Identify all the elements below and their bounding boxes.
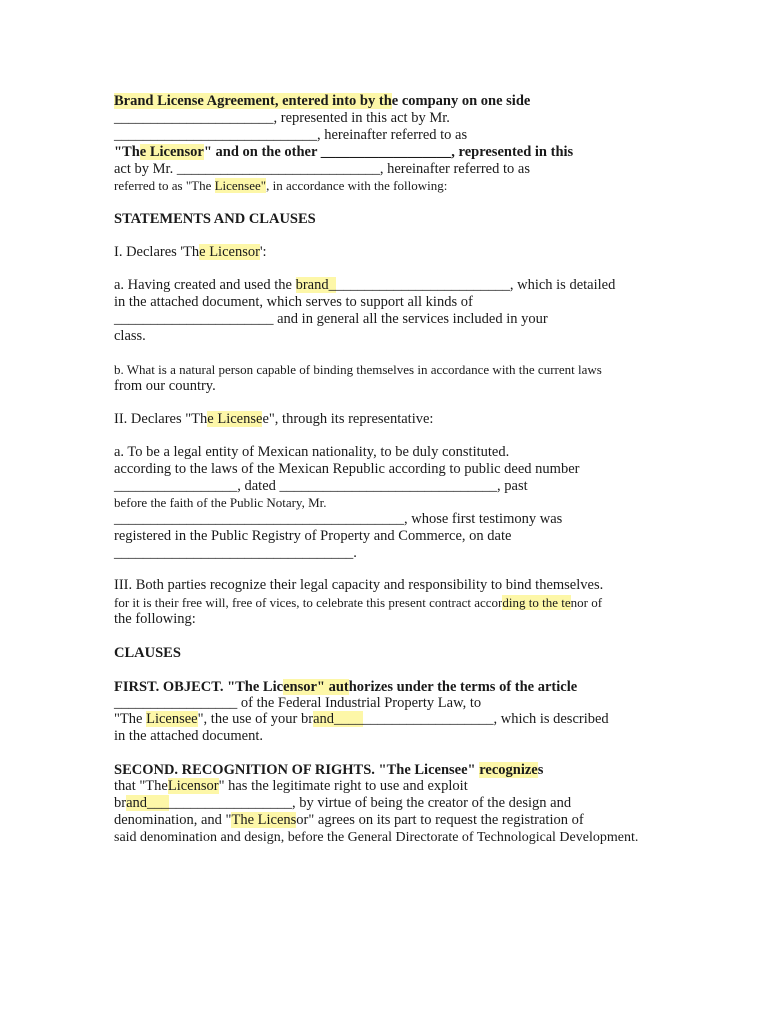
item-a1-line-1: a. Having created and used the brand_________________________, which is detailed [114, 277, 616, 293]
item-a1-line-2: in the attached document, which serves to support all kinds of [114, 294, 473, 310]
second-clause-line-4: denomination, and "The Licensor" agrees on its part to request the registration of [114, 812, 584, 828]
declares-licensor: I. Declares 'The Licensor': [114, 244, 267, 260]
clauses-heading: CLAUSES [114, 645, 181, 661]
item-iii-line-2: for it is their free will, free of vices, to celebrate this present contract according to the tenor of [114, 595, 603, 610]
item-a1-line-4: class. [114, 328, 146, 344]
intro-line-6: referred to as "The Licensee", in accordance with the following: [114, 178, 448, 193]
first-clause-line-3: "The Licensee", the use of your brand______________________, which is described [114, 711, 609, 727]
item-a1-line-3: ______________________ and in general all the services included in your [114, 311, 548, 327]
intro-line-3: ____________________________, hereinafter referred to as [114, 127, 468, 143]
item-b1-line-1: b. What is a natural person capable of binding themselves in accordance with the current laws [114, 362, 602, 377]
item-iii-line-1: III. Both parties recognize their legal capacity and responsibility to bind themselves. [114, 577, 604, 593]
item-iii-line-3: the following: [114, 611, 196, 627]
first-clause-line-1: FIRST. OBJECT. "The Licensor" authorizes under the terms of the article [114, 679, 578, 695]
intro-line-4: "The Licensor" and on the other __________________, represented in this [114, 144, 574, 160]
first-clause-line-2: _________________ of the Federal Industrial Property Law, to [114, 695, 482, 711]
item-b1-line-2: from our country. [114, 378, 216, 394]
intro-line-5: act by Mr. ____________________________, hereinafter referred to as [114, 161, 530, 177]
item-a2-line-5: ________________________________________, whose first testimony was [114, 511, 563, 527]
second-clause-line-3: brand____________________, by virtue of being the creator of the design and [114, 795, 572, 811]
item-a2-line-7: _________________________________. [114, 545, 357, 561]
second-clause-line-5: said denomination and design, before the General Directorate of Technological Development. [114, 830, 639, 845]
intro-line-1: Brand License Agreement, entered into by the company on one side [114, 93, 531, 109]
item-a2-line-1: a. To be a legal entity of Mexican nationality, to be duly constituted. [114, 444, 510, 460]
item-a2-line-2: according to the laws of the Mexican Republic according to public deed number [114, 461, 580, 477]
second-clause-line-1: SECOND. RECOGNITION OF RIGHTS. "The Licensee" recognizes [114, 762, 544, 778]
second-clause-line-2: that "TheLicensor" has the legitimate right to use and exploit [114, 778, 468, 794]
intro-line-2: ______________________, represented in this act by Mr. [114, 110, 450, 126]
first-clause-line-4: in the attached document. [114, 728, 263, 744]
item-a2-line-4: before the faith of the Public Notary, Mr. [114, 495, 327, 510]
declares-licensee: II. Declares "The Licensee", through its representative: [114, 411, 434, 427]
item-a2-line-6: registered in the Public Registry of Property and Commerce, on date [114, 528, 512, 544]
item-a2-line-3: _________________, dated ______________________________, past [114, 478, 528, 494]
statements-heading: STATEMENTS AND CLAUSES [114, 211, 316, 227]
